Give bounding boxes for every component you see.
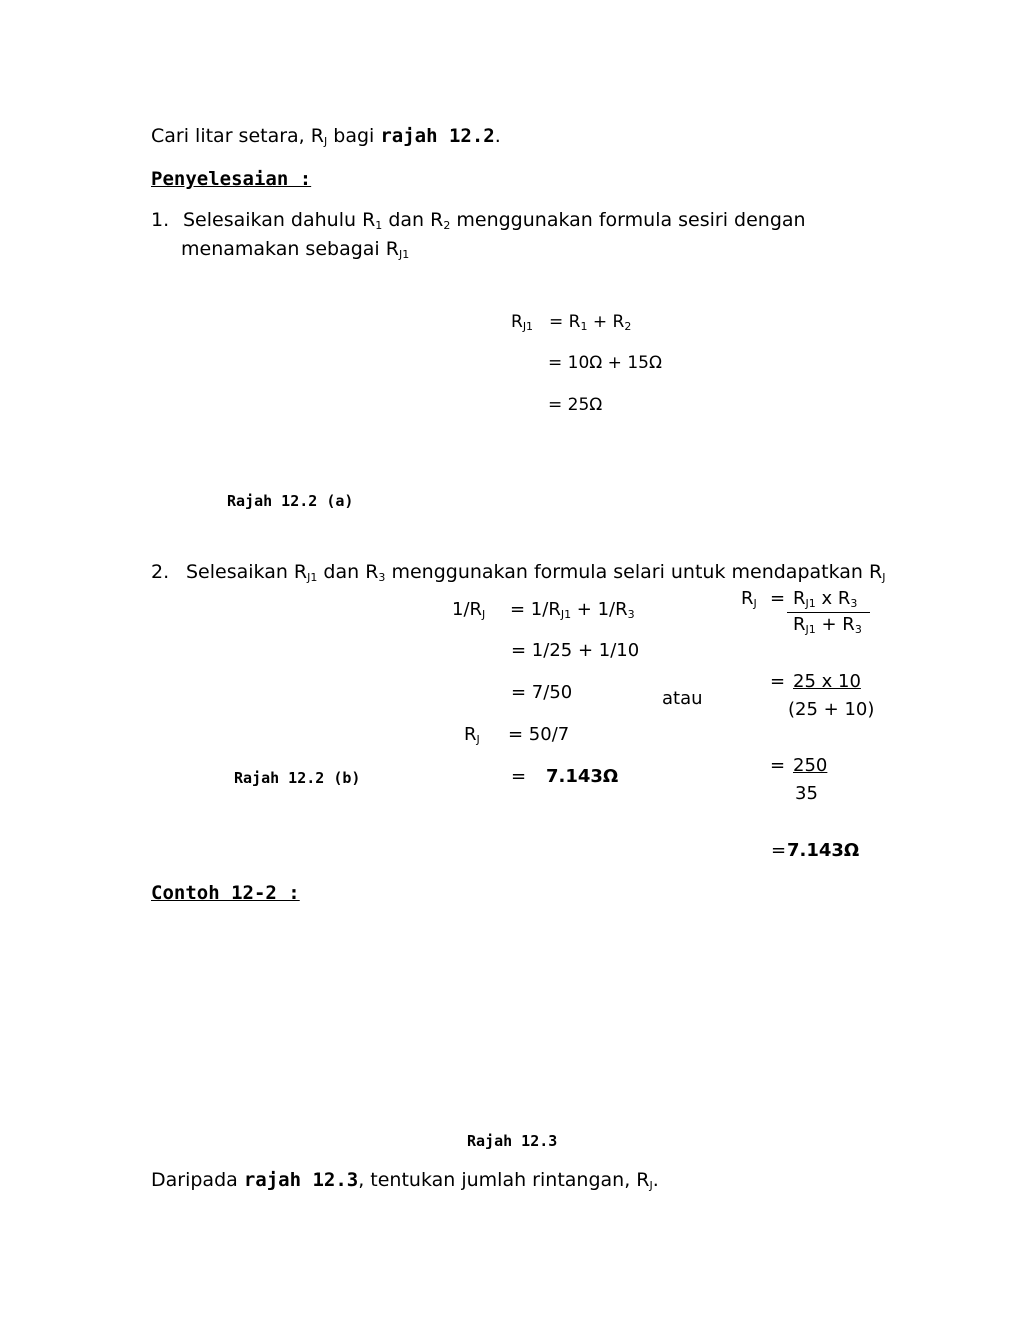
step1-number: 1. [151, 209, 170, 231]
product-numerator3: 250 [793, 755, 828, 776]
figure-ref: rajah 12.3 [243, 1169, 359, 1191]
intro-text: Cari litar setara, $R_J$ bagi rajah 12.2. [151, 125, 501, 148]
figure-ref: rajah 12.2 [380, 125, 495, 147]
product-lhs: $R_J$ [741, 588, 757, 610]
step1-calc-line3: = 25Ω [548, 395, 603, 415]
caption-figure-a: Rajah 12.2 (a) [227, 492, 354, 510]
product-eq3: = [770, 755, 786, 776]
closing-text: Daripada rajah 12.3, tentukan jumlah rintangan, $R_J$. [151, 1169, 659, 1192]
product-denominator3: 35 [795, 783, 818, 804]
product-eq2: = [770, 671, 786, 692]
caption-figure-c: Rajah 12.3 [467, 1132, 558, 1150]
product-denominator: $R_{J1} + R_3$ [787, 614, 870, 636]
step1-line1: Selesaikan dahulu $R_1$ dan $R_2$ menggunakan formula sesiri dengan [183, 209, 806, 232]
product-numerator: $R_{J1}$ x $R_3$ [793, 588, 858, 610]
or-label: atau [662, 688, 703, 709]
product-denominator2: (25 + 10) [788, 699, 875, 720]
step2-number: 2. [151, 561, 170, 583]
recip-line5-eq: = [511, 766, 527, 787]
step1-line2: menamakan sebagai $R_{J1}$ [181, 238, 410, 261]
recip-line2: = 1/25 + 1/10 [511, 640, 640, 661]
example-heading: Contoh 12-2 : [151, 882, 300, 904]
product-numerator2: 25 x 10 [793, 671, 861, 692]
caption-figure-b: Rajah 12.2 (b) [234, 769, 361, 787]
step1-calc-line2: = 10Ω + 15Ω [548, 353, 662, 373]
recip-line1: = $1/R_{J1} + 1/R_3$ [510, 599, 635, 621]
product-final-result: 7.143Ω [787, 840, 860, 861]
step1-calc-line1: = $R_1 + R_2$ [549, 312, 632, 333]
recip-rj-lhs: $R_J$ [464, 724, 480, 746]
recip-lhs: $1/R_J$ [452, 599, 486, 621]
recip-result: 7.143Ω [546, 766, 619, 787]
product-final-eq: = [771, 840, 787, 861]
recip-line3: = 7/50 [511, 682, 573, 703]
step2-line: Selesaikan $R_{J1}$ dan $R_3$ menggunakan formula selari untuk mendapatkan $R_J$ [186, 561, 886, 584]
solution-heading: Penyelesaian : [151, 168, 312, 190]
recip-line4: = 50/7 [508, 724, 570, 745]
step1-calc-lhs: $R_{J1}$ [511, 312, 534, 333]
product-eq: = [770, 588, 786, 609]
